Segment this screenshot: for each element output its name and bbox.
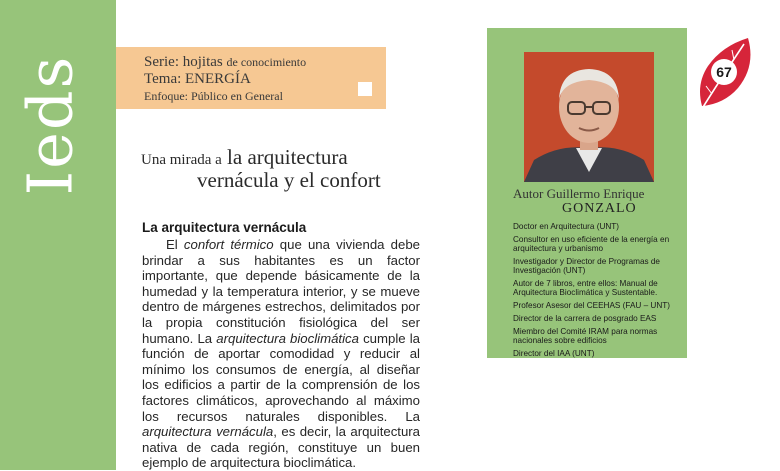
author-photo	[524, 52, 654, 182]
para-text-b: que una vivienda debe brindar a sus habitantes es un factor importante, que depende básicamente de la humedad y la temperatura interior, y se mueve dentro de márgenes estrechos, delimitados por la propia constitución fisiológica del ser humano. La	[142, 237, 420, 346]
para-em-confort: confort térmico	[183, 237, 274, 252]
page-number-leaf	[694, 36, 754, 116]
author-name-last: GONZALO	[562, 201, 637, 216]
para-text-a: El	[166, 237, 184, 252]
credential-item: Consultor en uso eficiente de la energía en arquitectura y urbanismo	[513, 235, 670, 253]
brand-logo	[10, 40, 90, 210]
credential-item: Investigador y Director de Programas de Investigación (UNT)	[513, 257, 660, 275]
credential-item: Miembro del Comité IRAM para normas nacionales sobre edificios	[513, 327, 658, 345]
author-credentials	[513, 222, 683, 362]
article-heading: La arquitectura vernácula	[142, 220, 307, 235]
series-label-small: de conocimiento	[226, 55, 307, 69]
credential-item: Director de la carrera de posgrado EAS	[513, 314, 657, 323]
series-label	[144, 54, 306, 71]
article-title	[141, 145, 431, 193]
credential-item: Doctor en Arquitectura (UNT)	[513, 222, 620, 231]
page-number: 67	[716, 64, 732, 80]
para-em-bioclimatica: arquitectura bioclimática	[216, 330, 359, 346]
author-card	[487, 28, 687, 358]
series-tema: Tema: ENERGÍA	[144, 71, 251, 87]
title-line-1	[141, 145, 431, 170]
article-paragraph	[142, 237, 420, 471]
decorative-square	[358, 82, 372, 96]
author-name-first: Autor Guillermo Enrique	[513, 186, 645, 201]
credential-item: Profesor Asesor del CEEHAS (FAU – UNT)	[513, 301, 670, 310]
left-green-band	[0, 0, 116, 470]
brand-name: Ieds	[13, 54, 87, 196]
title-main-1: la arquitectura	[227, 145, 348, 169]
series-label-main: Serie: hojitas	[144, 54, 223, 70]
para-text-d: , es decir, la arquitectura nativa de cada región, constituye un buen ejemplo de arquitectura bioclimática.	[142, 424, 421, 471]
credential-item: Director del IAA (UNT)	[513, 349, 595, 358]
title-line-2: vernácula y el confort	[197, 168, 381, 192]
series-enfoque: Enfoque: Público en General	[144, 89, 283, 103]
para-text-c: cumple la función de aportar comodidad y reducir al mínimo los consumos de energía, al diseñar los edificios a partir de la comprensión de los factores climáticos, aprovechando al máximo los recursos naturales disponibles. La	[142, 330, 420, 424]
para-em-vernacula: arquitectura vernácula	[142, 424, 274, 440]
author-portrait-icon	[524, 52, 654, 182]
title-prefix: Una mirada a	[141, 152, 222, 168]
series-info-box	[116, 47, 386, 109]
article-body	[142, 220, 420, 471]
credential-item: Autor de 7 libros, entre ellos: Manual de Arquitectura Bioclimática y Sustentable.	[513, 279, 658, 297]
